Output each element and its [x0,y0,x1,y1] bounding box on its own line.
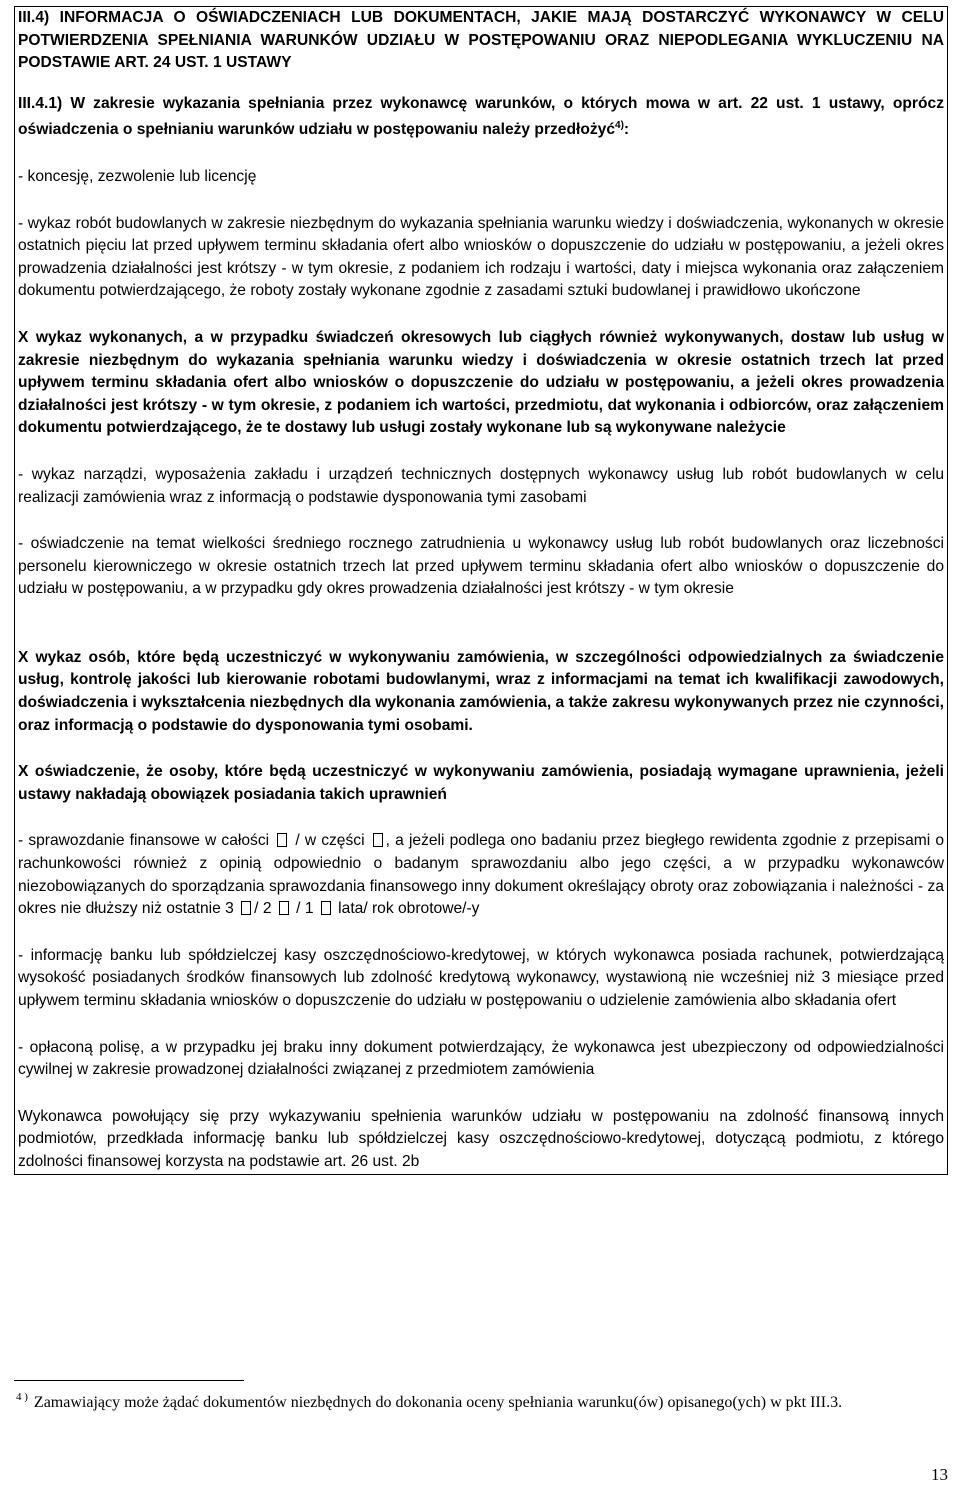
sprawozdanie-text-3: , a jeżeli podlega ono badaniu przez biegłego rewidenta zgodnie z przepisami o rachunkowości również z opinią odpowiednio o badanym sprawozdaniu albo jego części, a w przypadku wykonawców niezobowiązanych do sporządzania sprawozdania finansowego inny dokument określający obroty oraz zobowiązania i należności - za okres nie dłuższy niż ostatnie 3 [18,832,945,918]
item-uprawnienia: X oświadczenie, że osoby, które będą uczestniczyć w wykonywaniu zamówienia, posiadają wymagane uprawnienia, jeżeli ustawy nakładają obowiązek posiadania takich uprawnień [18,763,944,803]
subsection-heading-text: III.4.1) W zakresie wykazania spełniania przez wykonawcę warunków, o których mowa w art. 22 ust. 1 ustawy, oprócz oświadczenia o spełnianiu warunków udziału w postępowaniu należy przedłożyć [18,94,944,139]
missing-glyph-icon [373,833,383,847]
footnote-number: 4 [16,1391,22,1403]
item-wykaz-robot: - wykaz robót budowlanych w zakresie niezbędnym do wykazania spełniania warunku wiedzy i doświadczenia, wykonanych w okresie ostatnich pięciu lat przed upływem terminu składania ofert albo wniosków o dopuszczenie do udziału w postępowaniu, a jeżeli okres prowadzenia działalności jest krótszy - w tym okresie, z podaniem ich rodzaju i wartości, daty i miejsca wykonania oraz załączeniem dokumentu potwierdzającego, że roboty zostały wykonane zgodnie z zasadami sztuki budowlanej i prawidłowo ukończone [18,214,944,300]
page-number: 13 [931,1465,948,1484]
item-sprawozdanie [18,830,944,920]
footnote-text: Zamawiający może żądać dokumentów niezbędnych do dokonania oceny spełniania warunku(ów) opisanego(ych) w pkt III.3. [33,1394,843,1411]
missing-glyph-icon [241,901,251,915]
document-page [14,6,948,1175]
footnote-separator [14,1380,244,1381]
section-box [14,6,948,1175]
section-heading: III.4) INFORMACJA O OŚWIADCZENIACH LUB DOKUMENTACH, JAKIE MAJĄ DOSTARCZYĆ WYKONAWCY W CELU POTWIERDZENIA SPEŁNIANIA WARUNKÓW UDZIAŁU W POSTĘPOWANIU ORAZ NIEPODLEGANIA WYKLUCZENIU NA PODSTAWIE ART. 24 UST. 1 USTAWY [18,9,944,72]
item-wykaz-narzedzi: - wykaz narządzi, wyposażenia zakładu i urządzeń technicznych dostępnych wykonawcy usług lub robót budowlanych w celu realizacji zamówienia wraz z informacją o podstawie dysponowania tymi zasobami [18,465,944,506]
footnote-reference: 4) [615,120,624,132]
subsection-heading-colon: : [623,121,630,139]
item-wykaz-dostaw: X wykaz wykonanych, a w przypadku świadczeń okresowych lub ciągłych również wykonywanych, dostaw lub usług w zakresie niezbędnym do wykazania spełniania warunku wiedzy i doświadczenia w okresie ostatnich trzech lat przed upływem terminu składania ofert albo wniosków o dopuszczenie do udziału w postępowaniu, a jeżeli okres prowadzenia działalności jest krótszy - w tym okresie, z podaniem ich wartości, przedmiotu, dat wykonania i odbiorców, oraz załączeniem dokumentu potwierdzającego, że te dostawy lub usługi zostały wykonane lub są wykonywane należycie [18,328,944,437]
footnote-marker [16,1391,28,1403]
item-informacja-banku: - informację banku lub spółdzielczej kasy oszczędnościowo-kredytowej, w których wykonawca posiada rachunek, potwierdzającą wysokość posiadanych środków finansowych lub zdolność kredytową wykonawcy, wystawioną nie wcześniej niż 3 miesiące przed upływem terminu składania wniosków o dopuszczenie do udziału w postępowaniu o udzielenie zamówienia albo składania ofert [18,946,944,1009]
item-zdolnosc-finansowa: Wykonawca powołujący się przy wykazywaniu spełnienia warunków udziału w postępowaniu na zdolność finansową innych podmiotów, przedkłada informację banku lub spółdzielczej kasy oszczędnościowo-kredytowej, dotyczącą podmiotu, z którego zdolności finansowej korzysta na podstawie art. 26 ust. 2b [18,1107,944,1170]
item-polisa: - opłaconą polisę, a w przypadku jej braku inny dokument potwierdzający, że wykonawca jest ubezpieczony od odpowiedzialności cywilnej w zakresie prowadzonej działalności związanej z przedmiotem zamówienia [18,1038,944,1079]
missing-glyph-icon [321,901,331,915]
missing-glyph-icon [277,833,287,847]
footnote-paren: ) [24,1391,28,1403]
item-koncesja: - koncesję, zezwolenie lub licencję [18,167,257,185]
item-zatrudnienie: - oświadczenie na temat wielkości średniego rocznego zatrudnienia u wykonawcy usług lub robót budowlanych oraz liczebności personelu kierowniczego w okresie ostatnich trzech lat przed upływem terminu składania ofert albo wniosków o dopuszczenie do udziału w postępowaniu, a w przypadku gdy okres prowadzenia działalności jest krótszy - w tym okresie [18,535,944,598]
missing-glyph-icon [279,901,289,915]
footnote [16,1386,951,1414]
sprawozdanie-text-2: / w części [290,832,370,850]
item-wykaz-osob: X wykaz osób, które będą uczestniczyć w wykonywaniu zamówienia, w szczególności odpowiedzialnych za świadczenie usług, kontrolę jakości lub kierowanie robotami budowlanymi, wraz z informacjami na temat ich kwalifikacji zawodowych, doświadczenia i wykształcenia niezbędnych dla wykonania zamówienia, a także zakresu wykonywanych przez nie czynności, oraz informacją o podstawie do dysponowania tymi osobami. [18,648,944,734]
sprawozdanie-text-5: / 1 [291,900,318,918]
subsection-heading [18,93,944,142]
sprawozdanie-text-1: - sprawozdanie finansowe w całości [18,832,275,850]
sprawozdanie-text-6: lata/ rok obrotowe/-y [333,900,480,918]
sprawozdanie-text-4: / 2 [254,900,276,918]
